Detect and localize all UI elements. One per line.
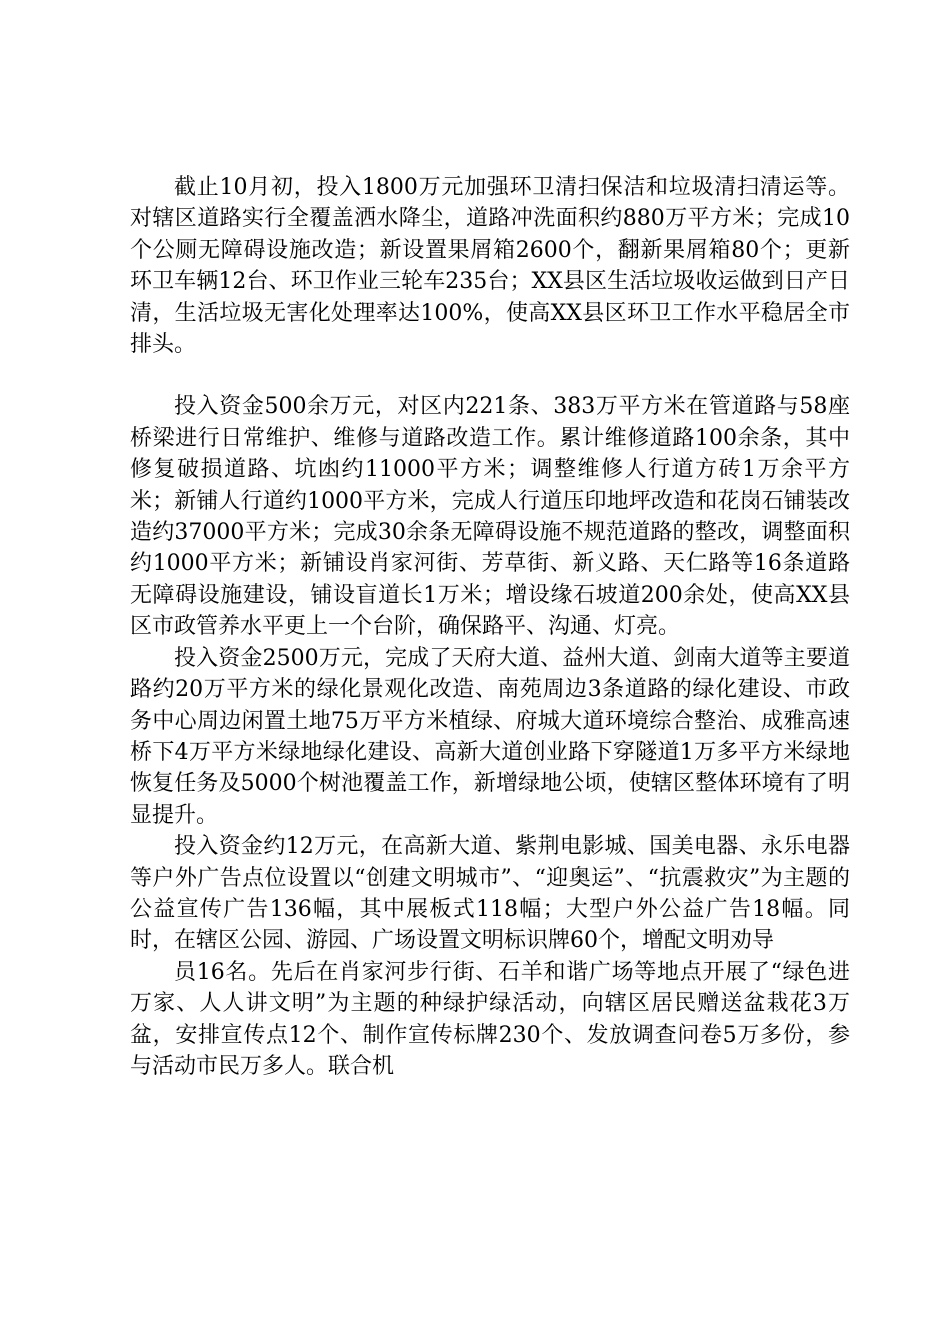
paragraph-sanitation: 截止10月初，投入1800万元加强环卫清扫保洁和垃圾清扫清运等。对辖区道路实行全覆盖洒水降尘，道路冲洗面积约880万平方米；完成10个公厕无障碍设施改造；新设置果屑箱2600个，翻新果屑箱80个；更新环卫车辆12台、环卫作业三轮车235台；XX县区生活垃圾收运做到日产日清，生活垃圾无害化处理率达100%，使高XX县区环卫工作水平稳居全市排头。 — [130, 175, 850, 358]
paragraph-public-advertising: 投入资金约12万元，在高新大道、紫荆电影城、国美电器、永乐电器等户外广告点位设置以“创建文明城市”、“迎奥运”、“抗震救灾”为主题的公益宣传广告136幅，其中展板式118幅；大型户外公益广告18幅。同时，在辖区公园、游园、广场设置文明标识牌60个，增配文明劝导 — [130, 834, 850, 954]
paragraph-civilization-activities: 员16名。先后在肖家河步行街、石羊和谐广场等地点开展了“绿色进万家、人人讲文明”为主题的种绿护绿活动，向辖区居民赠送盆栽花3万盆，安排宣传点12个、制作宣传标牌230个、发放调查问卷5万多份，参与活动市民万多人。联合机 — [130, 959, 850, 1079]
paragraph-greening: 投入资金2500万元，完成了天府大道、益州大道、剑南大道等主要道路约20万平方米的绿化景观化改造、南苑周边3条道路的绿化建设、市政务中心周边闲置土地75万平方米植绿、府城大道环境综合整治、成雅高速桥下4万平方米绿地绿化建设、高新大道创业路下穿隧道1万多平方米绿地恢复任务及5000个树池覆盖工作，新增绿地公顷，使辖区整体环境有了明显提升。 — [130, 645, 850, 828]
paragraph-road-maintenance: 投入资金500余万元，对区内221条、383万平方米在管道路与58座桥梁进行日常维护、维修与道路改造工作。累计维修道路100余条，其中修复破损道路、坑凼约11000平方米；调整维修人行道方砖1万余平方米；新铺人行道约1000平方米，完成人行道压印地坪改造和花岗石铺装改造约37000平方米；完成30余条无障碍设施不规范道路的整改，调整面积约1000平方米；新铺设肖家河街、芳草街、新义路、天仁路等16条道路无障碍设施建设，铺设盲道长1万米；增设缘石坡道200余处，使高XX县区市政管养水平更上一个台阶，确保路平、沟通、灯亮。 — [130, 394, 850, 640]
document-body — [130, 172, 850, 1082]
